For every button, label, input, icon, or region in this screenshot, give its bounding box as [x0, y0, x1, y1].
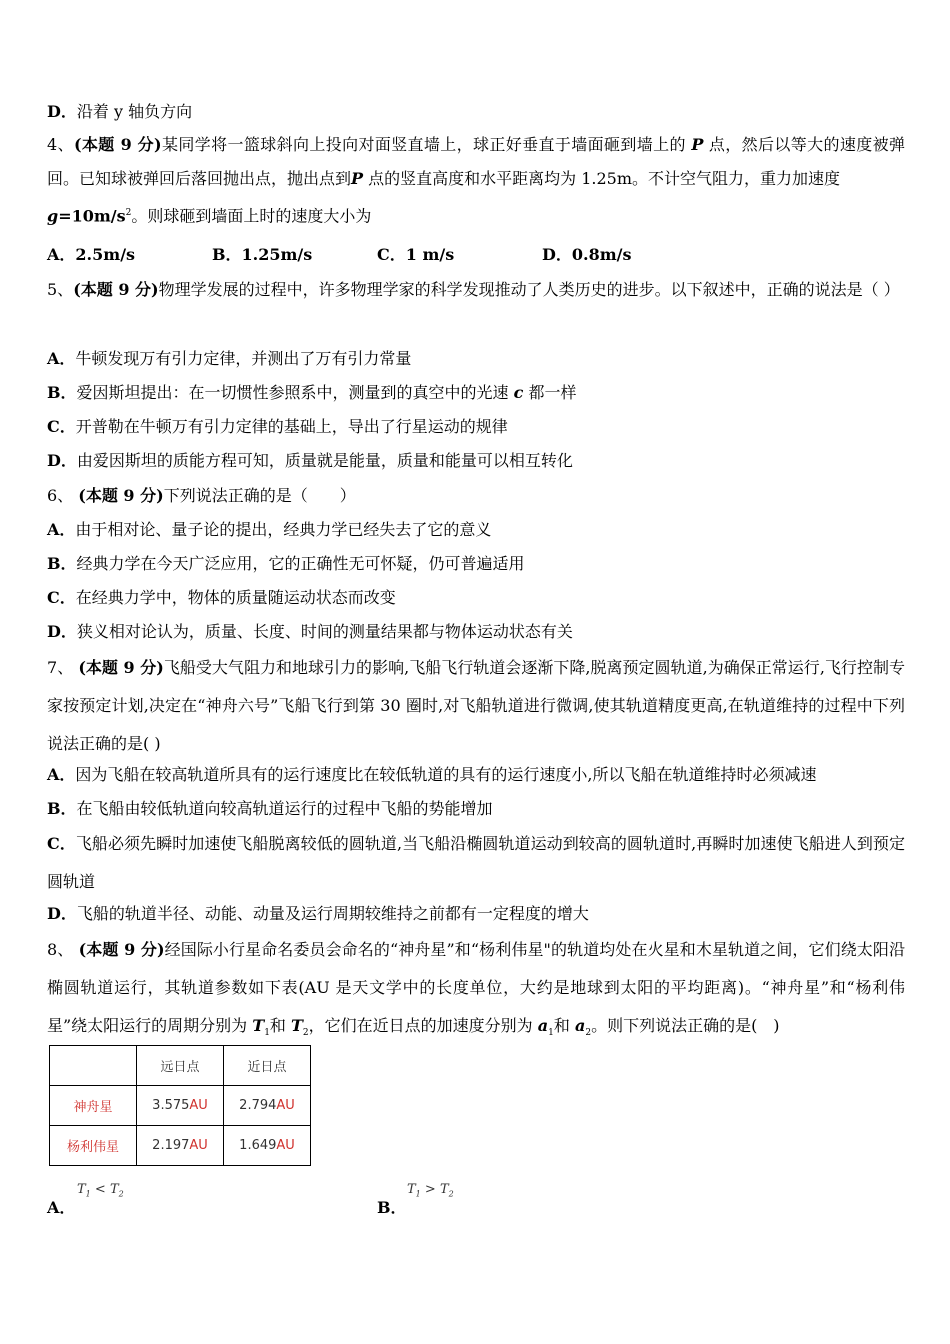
q7-stem: 7、 (本题 9 分)飞船受大气阻力和地球引力的影响,飞船飞行轨道会逐渐下降,脱离预定圆轨道,为确保正常运行,飞行控制专家按预定计划,决定在“神舟六号”飞船飞行到第 30 圈时,对飞船轨道进行微调,使其轨道精度更高,在轨道维持的过程中下列说法正确的是( )	[47, 658, 905, 753]
q4-options	[47, 245, 632, 265]
table-row	[50, 1086, 311, 1126]
table-cell-perihelion: 1.649AU	[224, 1126, 311, 1166]
table-cell-name: 杨利伟星	[50, 1126, 137, 1166]
q8-option-a-label[interactable]: A．	[47, 1198, 76, 1217]
orbit-parameter-table	[49, 1045, 311, 1166]
q4-stem: 4、(本题 9 分)某同学将一篮球斜向上投向对面竖直墙上，球正好垂直于墙面砸到墙上的 P 点，然后以等大的速度被弹回。已知球被弹回后落回抛出点，抛出点到P 点的竖直高度和水平距离均为 1.25m。不计空气阻力，重力加速度 $g=10m/s^2$。则球砸到墙面上时的速度大小为	[47, 135, 905, 226]
q6-option-b[interactable]: B．经典力学在今天广泛应用，它的正确性无可怀疑，仍可普遍适用	[47, 554, 525, 573]
q7-option-c[interactable]: C．飞船必须先瞬时加速使飞船脱离较低的圆轨道,当飞船沿椭圆轨道运动到较高的圆轨道时,再瞬时加速使飞船进人到预定圆轨道	[47, 834, 905, 891]
table-cell-aphelion: 2.197AU	[137, 1126, 224, 1166]
table-cell-aphelion: 3.575AU	[137, 1086, 224, 1126]
q4-option-b[interactable]: B．1.25m/s	[212, 245, 313, 264]
q4-option-c[interactable]: C．1 m/s	[377, 245, 455, 264]
q7-option-d[interactable]: D．飞船的轨道半径、动能、动量及运行周期较维持之前都有一定程度的增大	[47, 904, 589, 923]
q5-option-a[interactable]: A．牛顿发现万有引力定律，并测出了万有引力常量	[47, 349, 412, 368]
q8-option-a-formula: $T_1 < T_2$	[77, 1182, 124, 1199]
table-row	[50, 1126, 311, 1166]
table-header-row	[50, 1046, 311, 1086]
q7-option-a[interactable]: A．因为飞船在较高轨道所具有的运行速度比在较低轨道的具有的运行速度小,所以飞船在轨道维持时必须减速	[47, 765, 817, 784]
q4-option-a[interactable]: A．2.5m/s	[47, 245, 136, 264]
q8-option-b-label[interactable]: B．	[377, 1198, 407, 1217]
q5-stem: 5、(本题 9 分)物理学发展的过程中，许多物理学家的科学发现推动了人类历史的进步。以下叙述中，正确的说法是（ ）	[47, 280, 900, 299]
table-header-cell	[50, 1046, 137, 1086]
q4-option-d[interactable]: D．0.8m/s	[542, 245, 632, 264]
q8-option-b-formula: $T_1 > T_2$	[407, 1182, 454, 1199]
q5-option-b[interactable]: B．爱因斯坦提出：在一切惯性参照系中，测量到的真空中的光速 c 都一样	[47, 383, 577, 402]
q6-stem: 6、 (本题 9 分)下列说法正确的是（ ）	[47, 486, 356, 505]
table-cell-name: 神舟星	[50, 1086, 137, 1126]
q6-option-d[interactable]: D．狭义相对论认为，质量、长度、时间的测量结果都与物体运动状态有关	[47, 622, 573, 641]
table-header-cell: 远日点	[137, 1046, 224, 1086]
q6-option-a[interactable]: A．由于相对论、量子论的提出，经典力学已经失去了它的意义	[47, 520, 492, 539]
q7-option-b[interactable]: B．在飞船由较低轨道向较高轨道运行的过程中飞船的势能增加	[47, 799, 493, 818]
table-header-cell: 近日点	[224, 1046, 311, 1086]
q3-option-d: D．沿着 y 轴负方向	[47, 102, 193, 121]
q6-option-c[interactable]: C．在经典力学中，物体的质量随运动状态而改变	[47, 588, 396, 607]
q5-option-c[interactable]: C．开普勒在牛顿万有引力定律的基础上，导出了行星运动的规律	[47, 417, 508, 436]
q5-option-d[interactable]: D．由爱因斯坦的质能方程可知，质量就是能量，质量和能量可以相互转化	[47, 451, 573, 470]
q8-stem: 8、 (本题 9 分)经国际小行星命名委员会命名的“神舟星”和“杨利伟星"的轨道均处在火星和木星轨道之间，它们绕太阳沿椭圆轨道运行，其轨道参数如下表(AU 是天文学中的长度单位，大约是地球到太阳的平均距离)。“神舟星”和“杨利伟星”绕太阳运行的周期分别为 $T_1$和 $T_2$，它们在近日点的加速度分别为 $a_1$和 $a_2$。则下列说法正确的是( )	[47, 940, 905, 1039]
table-cell-perihelion: 2.794AU	[224, 1086, 311, 1126]
